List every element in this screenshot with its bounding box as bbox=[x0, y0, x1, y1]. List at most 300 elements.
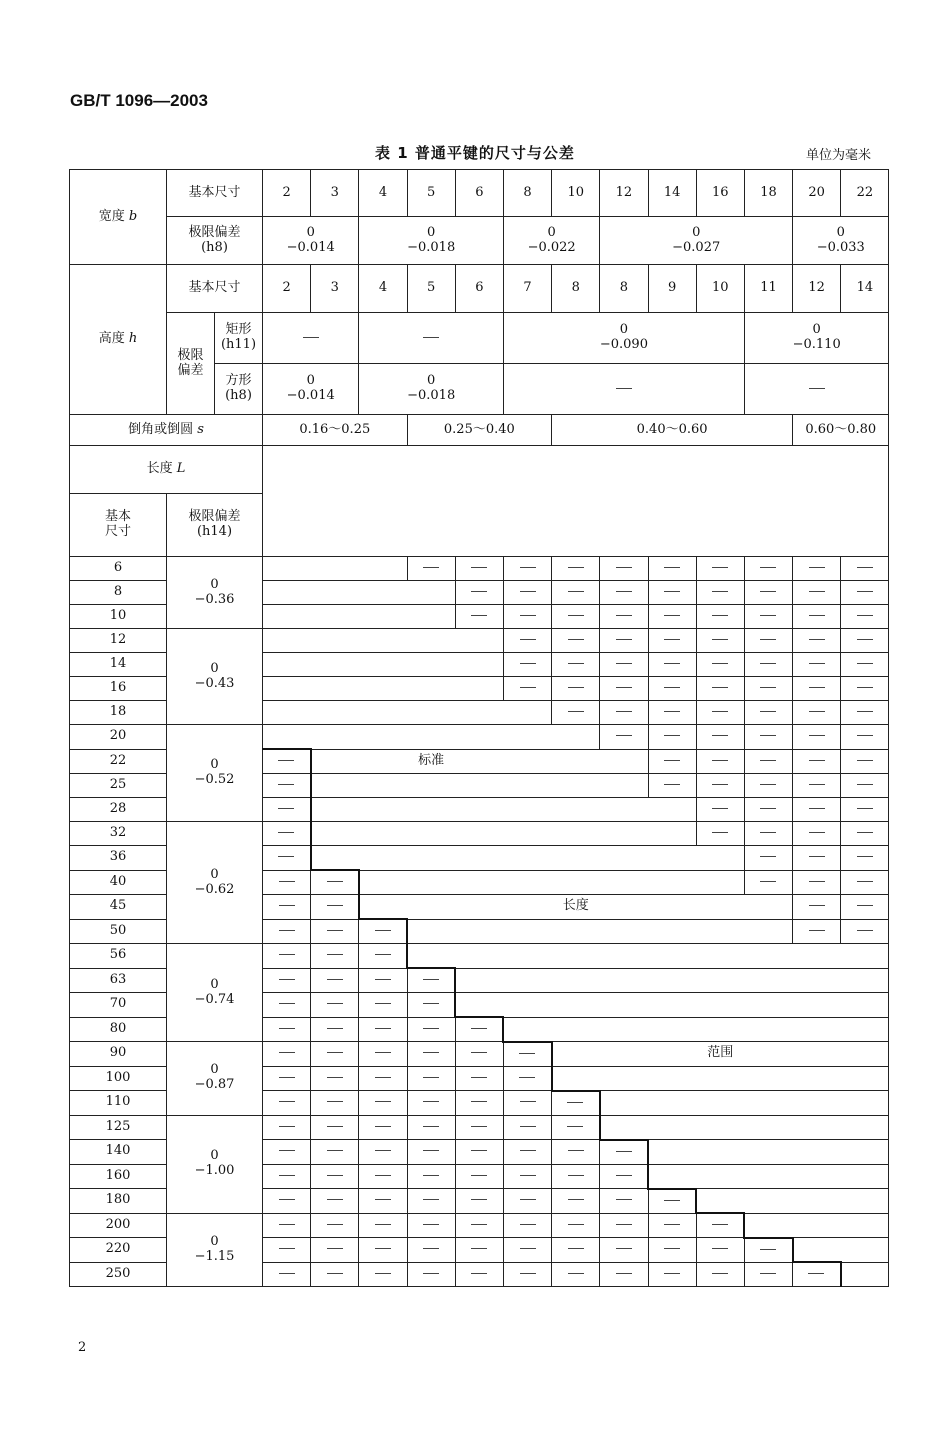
range-cell bbox=[311, 725, 359, 750]
not-applicable-cell bbox=[455, 605, 503, 629]
range-cell bbox=[552, 798, 600, 822]
not-applicable-cell bbox=[503, 1066, 551, 1091]
not-applicable-cell bbox=[263, 1017, 311, 1042]
length-size: 40 bbox=[70, 870, 167, 895]
length-size: 22 bbox=[70, 749, 167, 774]
not-applicable-cell bbox=[793, 701, 841, 725]
range-cell bbox=[841, 1017, 889, 1042]
range-cell bbox=[696, 919, 744, 944]
not-applicable-cell bbox=[455, 1091, 503, 1116]
not-applicable-cell bbox=[648, 774, 696, 798]
range-cell bbox=[552, 822, 600, 846]
page-number: 2 bbox=[78, 1340, 87, 1355]
height-size: 6 bbox=[455, 265, 503, 313]
range-cell bbox=[841, 1189, 889, 1214]
range-cell bbox=[359, 581, 407, 605]
not-applicable-cell bbox=[359, 1140, 407, 1165]
length-tol: 0 −1.00 bbox=[167, 1115, 263, 1213]
length-size: 16 bbox=[70, 677, 167, 701]
range-cell bbox=[552, 968, 600, 993]
not-applicable-cell bbox=[311, 870, 359, 895]
range-cell bbox=[552, 1066, 600, 1091]
length-size: 14 bbox=[70, 653, 167, 677]
not-applicable-cell bbox=[648, 1262, 696, 1287]
range-cell bbox=[648, 1066, 696, 1091]
not-applicable-cell bbox=[841, 701, 889, 725]
not-applicable-cell bbox=[263, 993, 311, 1018]
chamfer-range: 0.25～0.40 bbox=[407, 415, 552, 446]
not-applicable-cell bbox=[793, 725, 841, 750]
not-applicable-cell bbox=[841, 605, 889, 629]
range-cell bbox=[311, 629, 359, 653]
length-size: 220 bbox=[70, 1238, 167, 1263]
not-applicable-cell bbox=[503, 1091, 551, 1116]
range-cell bbox=[648, 1140, 696, 1165]
range-cell bbox=[311, 653, 359, 677]
range-cell bbox=[600, 870, 648, 895]
not-applicable-cell bbox=[359, 968, 407, 993]
not-applicable-cell bbox=[455, 1189, 503, 1214]
not-applicable-cell bbox=[359, 1189, 407, 1214]
range-cell bbox=[793, 1189, 841, 1214]
range-cell bbox=[503, 919, 551, 944]
range-cell bbox=[648, 1115, 696, 1140]
range-cell bbox=[503, 701, 551, 725]
width-size: 20 bbox=[793, 170, 841, 217]
range-cell bbox=[696, 944, 744, 969]
range-cell bbox=[455, 798, 503, 822]
range-cell bbox=[263, 653, 311, 677]
length-size: 200 bbox=[70, 1213, 167, 1238]
not-applicable-cell bbox=[263, 1164, 311, 1189]
range-cell bbox=[841, 1238, 889, 1263]
height-label: 高度 h bbox=[70, 265, 167, 415]
range-cell bbox=[600, 1017, 648, 1042]
not-applicable-cell bbox=[359, 1262, 407, 1287]
range-cell bbox=[696, 1091, 744, 1116]
not-applicable-cell bbox=[359, 1017, 407, 1042]
range-cell bbox=[503, 749, 551, 774]
not-applicable-cell bbox=[455, 1140, 503, 1165]
range-cell bbox=[503, 798, 551, 822]
square-tol: 0 −0.014 bbox=[263, 364, 359, 415]
range-cell bbox=[407, 798, 455, 822]
not-applicable-cell bbox=[552, 1164, 600, 1189]
range-cell bbox=[407, 701, 455, 725]
width-size: 3 bbox=[311, 170, 359, 217]
range-cell bbox=[359, 629, 407, 653]
chamfer-label: 倒角或倒圆 s bbox=[70, 415, 263, 446]
not-applicable-cell bbox=[600, 629, 648, 653]
not-applicable-cell bbox=[841, 629, 889, 653]
width-tol: 0 −0.014 bbox=[263, 217, 359, 265]
not-applicable-cell bbox=[311, 1164, 359, 1189]
length-tol: 0 −0.52 bbox=[167, 725, 263, 822]
not-applicable-cell bbox=[600, 701, 648, 725]
not-applicable-cell bbox=[696, 798, 744, 822]
range-cell bbox=[311, 677, 359, 701]
not-applicable-cell bbox=[696, 822, 744, 846]
not-applicable-cell bbox=[552, 581, 600, 605]
length-size: 20 bbox=[70, 725, 167, 750]
range-cell bbox=[455, 919, 503, 944]
not-applicable-cell bbox=[696, 1238, 744, 1263]
standard-code: GB/T 1096—2003 bbox=[70, 91, 208, 110]
not-applicable-cell bbox=[841, 725, 889, 750]
range-cell bbox=[793, 1140, 841, 1165]
height-size: 14 bbox=[841, 265, 889, 313]
not-applicable-cell bbox=[696, 725, 744, 750]
range-cell bbox=[407, 919, 455, 944]
range-cell bbox=[648, 919, 696, 944]
not-applicable-cell bbox=[455, 557, 503, 581]
length-size: 110 bbox=[70, 1091, 167, 1116]
length-header-blank bbox=[263, 446, 889, 557]
range-cell bbox=[648, 993, 696, 1018]
range-cell bbox=[407, 944, 455, 969]
not-applicable-cell bbox=[455, 1042, 503, 1067]
not-applicable-cell bbox=[503, 1213, 551, 1238]
height-size: 7 bbox=[503, 265, 551, 313]
range-cell bbox=[407, 774, 455, 798]
range-cell bbox=[455, 944, 503, 969]
range-cell bbox=[552, 919, 600, 944]
range-cell bbox=[696, 1189, 744, 1214]
range-cell bbox=[600, 944, 648, 969]
range-cell bbox=[841, 1213, 889, 1238]
range-cell bbox=[263, 557, 311, 581]
not-applicable-cell bbox=[311, 1140, 359, 1165]
range-cell bbox=[311, 774, 359, 798]
range-cell bbox=[455, 846, 503, 871]
range-cell bbox=[841, 968, 889, 993]
range-cell bbox=[407, 581, 455, 605]
not-applicable-cell bbox=[311, 993, 359, 1018]
range-cell bbox=[263, 629, 311, 653]
range-cell bbox=[552, 846, 600, 871]
not-applicable-cell bbox=[263, 1042, 311, 1067]
not-applicable-cell bbox=[311, 1091, 359, 1116]
chamfer-range: 0.40～0.60 bbox=[552, 415, 793, 446]
not-applicable-cell bbox=[793, 822, 841, 846]
range-cell bbox=[503, 993, 551, 1018]
not-applicable-cell bbox=[696, 653, 744, 677]
range-cell bbox=[841, 1262, 889, 1287]
height-size: 9 bbox=[648, 265, 696, 313]
range-cell bbox=[263, 605, 311, 629]
width-size: 4 bbox=[359, 170, 407, 217]
not-applicable-cell bbox=[359, 1238, 407, 1263]
length-size: 10 bbox=[70, 605, 167, 629]
not-applicable-cell bbox=[263, 798, 311, 822]
not-applicable-cell bbox=[841, 557, 889, 581]
range-cell bbox=[841, 1066, 889, 1091]
length-label: 长度 L bbox=[70, 446, 263, 494]
length-size: 250 bbox=[70, 1262, 167, 1287]
range-cell bbox=[600, 822, 648, 846]
length-size: 28 bbox=[70, 798, 167, 822]
width-tol: 0 −0.027 bbox=[600, 217, 793, 265]
range-cell bbox=[648, 798, 696, 822]
height-size: 8 bbox=[600, 265, 648, 313]
range-cell bbox=[744, 1091, 792, 1116]
not-applicable-cell bbox=[793, 629, 841, 653]
not-applicable-cell bbox=[455, 1213, 503, 1238]
range-cell bbox=[407, 653, 455, 677]
range-cell bbox=[841, 1140, 889, 1165]
not-applicable-cell bbox=[648, 1238, 696, 1263]
range-label: 范围 bbox=[696, 1042, 744, 1067]
not-applicable-cell bbox=[407, 1017, 455, 1042]
not-applicable-cell bbox=[696, 581, 744, 605]
height-tol-label: 极限 偏差 bbox=[167, 313, 215, 415]
length-size: 70 bbox=[70, 993, 167, 1018]
range-label: 长度 bbox=[552, 895, 600, 920]
range-cell bbox=[455, 677, 503, 701]
not-applicable-cell bbox=[648, 725, 696, 750]
not-applicable-cell bbox=[696, 629, 744, 653]
range-cell bbox=[648, 1164, 696, 1189]
square-tol-na bbox=[744, 364, 889, 415]
range-cell bbox=[407, 870, 455, 895]
length-size: 36 bbox=[70, 846, 167, 871]
not-applicable-cell bbox=[744, 725, 792, 750]
width-size: 10 bbox=[552, 170, 600, 217]
not-applicable-cell bbox=[793, 919, 841, 944]
not-applicable-cell bbox=[359, 1164, 407, 1189]
range-cell bbox=[311, 605, 359, 629]
range-cell bbox=[455, 822, 503, 846]
range-cell bbox=[600, 919, 648, 944]
not-applicable-cell bbox=[793, 749, 841, 774]
range-cell bbox=[696, 1017, 744, 1042]
range-cell bbox=[793, 1042, 841, 1067]
not-applicable-cell bbox=[744, 870, 792, 895]
not-applicable-cell bbox=[744, 1238, 792, 1263]
range-cell bbox=[263, 701, 311, 725]
not-applicable-cell bbox=[311, 1262, 359, 1287]
not-applicable-cell bbox=[503, 557, 551, 581]
not-applicable-cell bbox=[359, 919, 407, 944]
range-cell bbox=[696, 968, 744, 993]
length-size: 32 bbox=[70, 822, 167, 846]
range-cell bbox=[648, 846, 696, 871]
range-cell bbox=[359, 605, 407, 629]
length-tol: 0 −0.74 bbox=[167, 944, 263, 1042]
not-applicable-cell bbox=[744, 846, 792, 871]
range-cell bbox=[744, 1066, 792, 1091]
not-applicable-cell bbox=[263, 968, 311, 993]
not-applicable-cell bbox=[841, 919, 889, 944]
range-cell bbox=[359, 774, 407, 798]
not-applicable-cell bbox=[311, 1238, 359, 1263]
width-basic-size-label: 基本尺寸 bbox=[167, 170, 263, 217]
width-size: 14 bbox=[648, 170, 696, 217]
not-applicable-cell bbox=[552, 1115, 600, 1140]
not-applicable-cell bbox=[793, 677, 841, 701]
not-applicable-cell bbox=[696, 557, 744, 581]
not-applicable-cell bbox=[600, 581, 648, 605]
not-applicable-cell bbox=[552, 1262, 600, 1287]
range-cell bbox=[503, 822, 551, 846]
not-applicable-cell bbox=[455, 1164, 503, 1189]
not-applicable-cell bbox=[744, 701, 792, 725]
not-applicable-cell bbox=[311, 919, 359, 944]
range-cell bbox=[359, 677, 407, 701]
not-applicable-cell bbox=[793, 605, 841, 629]
range-cell bbox=[263, 725, 311, 750]
length-tol: 0 −1.15 bbox=[167, 1213, 263, 1287]
range-cell bbox=[600, 1115, 648, 1140]
range-cell bbox=[311, 701, 359, 725]
length-size: 6 bbox=[70, 557, 167, 581]
not-applicable-cell bbox=[744, 1262, 792, 1287]
not-applicable-cell bbox=[793, 870, 841, 895]
not-applicable-cell bbox=[744, 677, 792, 701]
height-size: 12 bbox=[793, 265, 841, 313]
range-cell bbox=[407, 725, 455, 750]
not-applicable-cell bbox=[696, 677, 744, 701]
width-tol-label: 极限偏差 (h8) bbox=[167, 217, 263, 265]
not-applicable-cell bbox=[503, 1164, 551, 1189]
length-size: 125 bbox=[70, 1115, 167, 1140]
not-applicable-cell bbox=[263, 1213, 311, 1238]
not-applicable-cell bbox=[359, 1066, 407, 1091]
range-cell bbox=[359, 557, 407, 581]
range-cell bbox=[359, 749, 407, 774]
range-cell bbox=[455, 968, 503, 993]
length-tol: 0 −0.36 bbox=[167, 557, 263, 629]
range-cell bbox=[648, 822, 696, 846]
not-applicable-cell bbox=[407, 993, 455, 1018]
width-size: 2 bbox=[263, 170, 311, 217]
not-applicable-cell bbox=[552, 701, 600, 725]
range-cell bbox=[359, 822, 407, 846]
not-applicable-cell bbox=[841, 653, 889, 677]
not-applicable-cell bbox=[696, 701, 744, 725]
range-cell bbox=[455, 993, 503, 1018]
not-applicable-cell bbox=[600, 1140, 648, 1165]
not-applicable-cell bbox=[503, 581, 551, 605]
range-cell bbox=[793, 1238, 841, 1263]
not-applicable-cell bbox=[696, 1213, 744, 1238]
rect-tol-na bbox=[359, 313, 504, 364]
length-size: 80 bbox=[70, 1017, 167, 1042]
length-size: 18 bbox=[70, 701, 167, 725]
range-cell bbox=[455, 653, 503, 677]
width-size: 18 bbox=[744, 170, 792, 217]
not-applicable-cell bbox=[503, 629, 551, 653]
range-cell bbox=[841, 1091, 889, 1116]
not-applicable-cell bbox=[503, 605, 551, 629]
not-applicable-cell bbox=[359, 1115, 407, 1140]
range-cell bbox=[696, 1115, 744, 1140]
range-cell bbox=[648, 968, 696, 993]
range-cell bbox=[696, 846, 744, 871]
length-size: 50 bbox=[70, 919, 167, 944]
chamfer-range: 0.60～0.80 bbox=[793, 415, 889, 446]
range-cell bbox=[600, 749, 648, 774]
not-applicable-cell bbox=[793, 557, 841, 581]
not-applicable-cell bbox=[407, 1115, 455, 1140]
range-cell bbox=[696, 1140, 744, 1165]
range-cell bbox=[744, 1164, 792, 1189]
not-applicable-cell bbox=[696, 774, 744, 798]
not-applicable-cell bbox=[311, 944, 359, 969]
range-cell bbox=[407, 605, 455, 629]
not-applicable-cell bbox=[600, 1189, 648, 1214]
range-cell bbox=[455, 725, 503, 750]
not-applicable-cell bbox=[263, 895, 311, 920]
not-applicable-cell bbox=[552, 1140, 600, 1165]
width-size: 12 bbox=[600, 170, 648, 217]
width-size: 6 bbox=[455, 170, 503, 217]
range-cell bbox=[793, 1091, 841, 1116]
range-cell bbox=[744, 1140, 792, 1165]
range-cell bbox=[841, 1164, 889, 1189]
not-applicable-cell bbox=[600, 653, 648, 677]
range-cell bbox=[793, 1115, 841, 1140]
not-applicable-cell bbox=[455, 1066, 503, 1091]
range-cell bbox=[503, 895, 551, 920]
range-cell bbox=[503, 846, 551, 871]
range-cell bbox=[696, 993, 744, 1018]
not-applicable-cell bbox=[552, 1091, 600, 1116]
range-cell bbox=[552, 749, 600, 774]
length-size: 100 bbox=[70, 1066, 167, 1091]
not-applicable-cell bbox=[648, 581, 696, 605]
range-cell bbox=[552, 944, 600, 969]
not-applicable-cell bbox=[696, 1262, 744, 1287]
not-applicable-cell bbox=[648, 749, 696, 774]
not-applicable-cell bbox=[841, 870, 889, 895]
range-cell bbox=[263, 581, 311, 605]
not-applicable-cell bbox=[793, 1262, 841, 1287]
range-cell bbox=[455, 629, 503, 653]
not-applicable-cell bbox=[600, 1238, 648, 1263]
not-applicable-cell bbox=[648, 629, 696, 653]
range-cell bbox=[503, 725, 551, 750]
length-size: 45 bbox=[70, 895, 167, 920]
not-applicable-cell bbox=[600, 605, 648, 629]
range-label: 标准 bbox=[407, 749, 455, 774]
range-cell bbox=[600, 993, 648, 1018]
table-caption: 表 1 普通平键的尺寸与公差 bbox=[375, 144, 575, 162]
range-cell bbox=[793, 944, 841, 969]
range-cell bbox=[744, 919, 792, 944]
not-applicable-cell bbox=[744, 605, 792, 629]
not-applicable-cell bbox=[696, 749, 744, 774]
not-applicable-cell bbox=[311, 1189, 359, 1214]
not-applicable-cell bbox=[407, 1189, 455, 1214]
not-applicable-cell bbox=[311, 1115, 359, 1140]
range-cell bbox=[648, 1091, 696, 1116]
range-cell bbox=[503, 774, 551, 798]
not-applicable-cell bbox=[359, 944, 407, 969]
range-cell bbox=[455, 749, 503, 774]
not-applicable-cell bbox=[263, 749, 311, 774]
not-applicable-cell bbox=[263, 1140, 311, 1165]
range-cell bbox=[648, 1042, 696, 1067]
not-applicable-cell bbox=[841, 749, 889, 774]
length-basic-size-label: 基本 尺寸 bbox=[70, 494, 167, 557]
not-applicable-cell bbox=[552, 629, 600, 653]
width-tol: 0 −0.022 bbox=[503, 217, 599, 265]
range-cell bbox=[455, 895, 503, 920]
not-applicable-cell bbox=[600, 557, 648, 581]
length-size: 180 bbox=[70, 1189, 167, 1214]
not-applicable-cell bbox=[744, 557, 792, 581]
